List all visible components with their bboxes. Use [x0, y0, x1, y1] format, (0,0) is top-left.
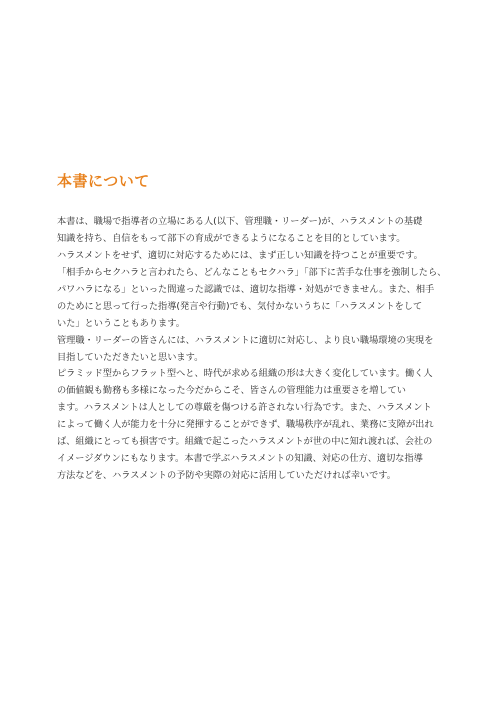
- paragraph-line: 方法などを、ハラスメントの予防や実際の対応に活用していただければ幸いです。: [57, 470, 396, 481]
- paragraph-line: 管理職・リーダーの皆さんには、ハラスメントに適切に対応し、より良い職場環境の実現を: [57, 335, 434, 346]
- intro-paragraph-1: [57, 213, 447, 366]
- paragraph-line: 目指していただきたいと思います。: [57, 352, 204, 363]
- paragraph-line: いた」ということもあります。: [57, 318, 185, 329]
- paragraph-line: によって働く人が能力を十分に発揮することができず、職場秩序が乱れ、業務に支障が出れ: [57, 419, 434, 430]
- paragraph-line: 本書は、職場で指導者の立場にある人(以下、管理職・リーダー)が、ハラスメントの基礎: [57, 216, 423, 227]
- paragraph-line: 「相手からセクハラと言われたら、どんなこともセクハラ」「部下に苦手な仕事を強制したら、: [57, 267, 447, 278]
- paragraph-line: ば、組織にとっても損害です。組織で起こったハラスメントが世の中に知れ渡れば、会社の: [57, 436, 433, 447]
- paragraph-line: の価値観も勤務も多様になった今だからこそ、皆さんの管理能力は重要さを増してい: [57, 385, 406, 396]
- paragraph-line: イメージダウンにもなります。本書で学ぶハラスメントの知識、対応の仕方、適切な指導: [57, 453, 423, 464]
- paragraph-line: パワハラになる」といった間違った認識では、適切な指導・対処ができません。また、相手: [57, 284, 435, 295]
- paragraph-line: ハラスメントをせず、適切に対応するためには、まず正しい知識を持つことが重要です。: [57, 250, 423, 261]
- paragraph-line: ます。ハラスメントは人としての尊厳を傷つける許されない行為です。また、ハラスメント: [57, 402, 432, 413]
- paragraph-line: ピラミッド型からフラット型へと、時代が求める組織の形は大きく変化しています。働く人: [57, 368, 433, 379]
- page-title: 本書について: [57, 172, 150, 190]
- intro-paragraph-2: [57, 365, 447, 484]
- paragraph-line: 知識を持ち、自信をもって部下の育成ができるようになることを目的としています。: [57, 233, 406, 244]
- paragraph-line: のためにと思って行った指導(発言や行動)でも、気付かないうちに「ハラスメントをして: [57, 301, 423, 312]
